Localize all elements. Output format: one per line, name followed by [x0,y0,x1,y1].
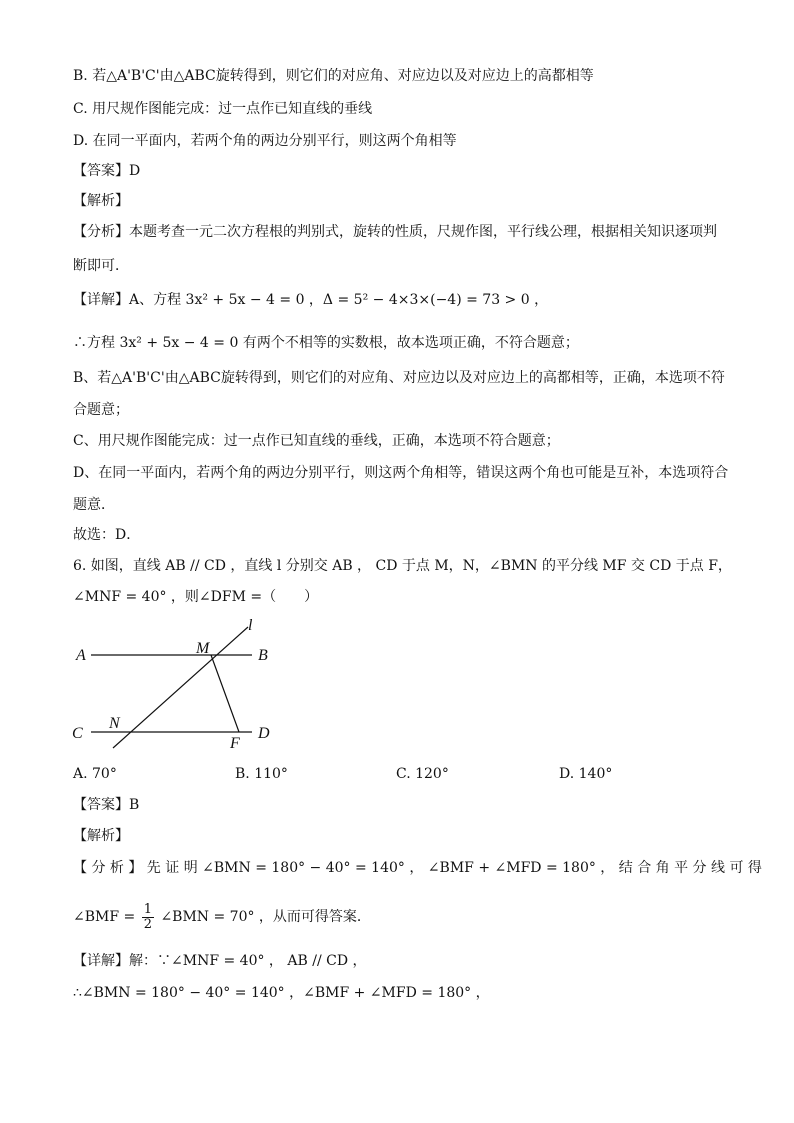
option-c: C. 用尺规作图能完成：过一点作已知直线的垂线 [73,101,373,117]
detail-5-b-line-2: 合题意； [73,402,129,418]
fraction-one-half [142,903,154,932]
analysis-heading-6: 【解析】 [73,828,129,844]
detail-5-d-line-2: 题意． [73,497,115,513]
option-6-c: C. 120° [396,766,449,782]
analysis-6-line-2 [73,902,371,932]
answer-6: 【答案】B [73,797,140,813]
label-a: A [76,647,86,664]
detail-5-c: C、用尺规作图能完成：过一点作已知直线的垂线，正确，本选项不符合题意； [73,433,560,449]
label-f: F [230,735,240,752]
line-l [113,627,248,748]
option-b: B. 若△A'B'C'由△ABC旋转得到，则它们的对应角、对应边以及对应边上的高都相等 [73,68,594,84]
label-m: M [196,640,210,657]
question-6-line-1: 6. 如图，直线 AB // CD ，直线 l 分别交 AB ， CD 于点 M，N，∠BMN 的平分线 MF 交 CD 于点 F， [73,558,732,574]
fraction-numerator: 1 [143,901,152,917]
fraction-denominator: 2 [143,916,152,932]
option-6-b: B. 110° [235,766,288,782]
label-c: C [72,725,83,742]
analysis-5-line-1: 【分析】本题考查一元二次方程根的判别式，旋转的性质，尺规作图，平行线公理，根据相关知识逐项判 [73,224,717,240]
option-d: D. 在同一平面内，若两个角的两边分别平行，则这两个角相等 [73,133,457,149]
geometry-figure [66,612,296,757]
label-b: B [258,647,268,664]
analysis-5-line-2: 断即可． [73,258,129,274]
label-n: N [109,715,120,732]
answer-5: 【答案】D [73,163,141,179]
detail-5-b-line-1: B、若△A'B'C'由△ABC旋转得到，则它们的对应角、对应边以及对应边上的高都相等，正确，本选项不符 [73,370,725,386]
detail-5-d-line-1: D、在同一平面内，若两个角的两边分别平行，则这两个角相等，错误这两个角也可能是互补，本选项符合 [73,465,729,481]
detail-5-therefore: ∴方程 3x² + 5x − 4 = 0 有两个不相等的实数根，故本选项正确，不符合题意； [73,335,579,351]
option-6-d: D. 140° [559,766,613,782]
detail-6-therefore: ∴∠BMN = 180° − 40° = 140° ，∠BMF + ∠MFD = 180° ， [73,985,490,1001]
detail-6-given: 【详解】解：∵∠MNF = 40° ， AB // CD ， [73,953,367,969]
analysis-6-post: ∠BMN = 70° ，从而可得答案． [160,909,371,925]
choice-5: 故选：D． [73,527,141,543]
label-l: l [248,617,253,634]
question-6-line-2: ∠MNF = 40° ，则∠DFM =（ ） [73,589,319,605]
label-d: D [258,725,270,742]
segment-mf [211,655,239,732]
analysis-6-pre: ∠BMF = [73,909,136,925]
detail-5-a: 【详解】A、方程 3x² + 5x − 4 = 0 ，Δ = 5² − 4×3×(−4) = 73 > 0 ， [73,292,549,308]
option-6-a: A. 70° [73,766,117,782]
analysis-heading-5: 【解析】 [73,193,129,209]
analysis-6-line-1: 【 分 析 】 先 证 明 ∠BMN = 180° − 40° = 140° ， ∠BMF + ∠MFD = 180° ， 结 合 角 平 分 线 可 得 [73,860,762,876]
